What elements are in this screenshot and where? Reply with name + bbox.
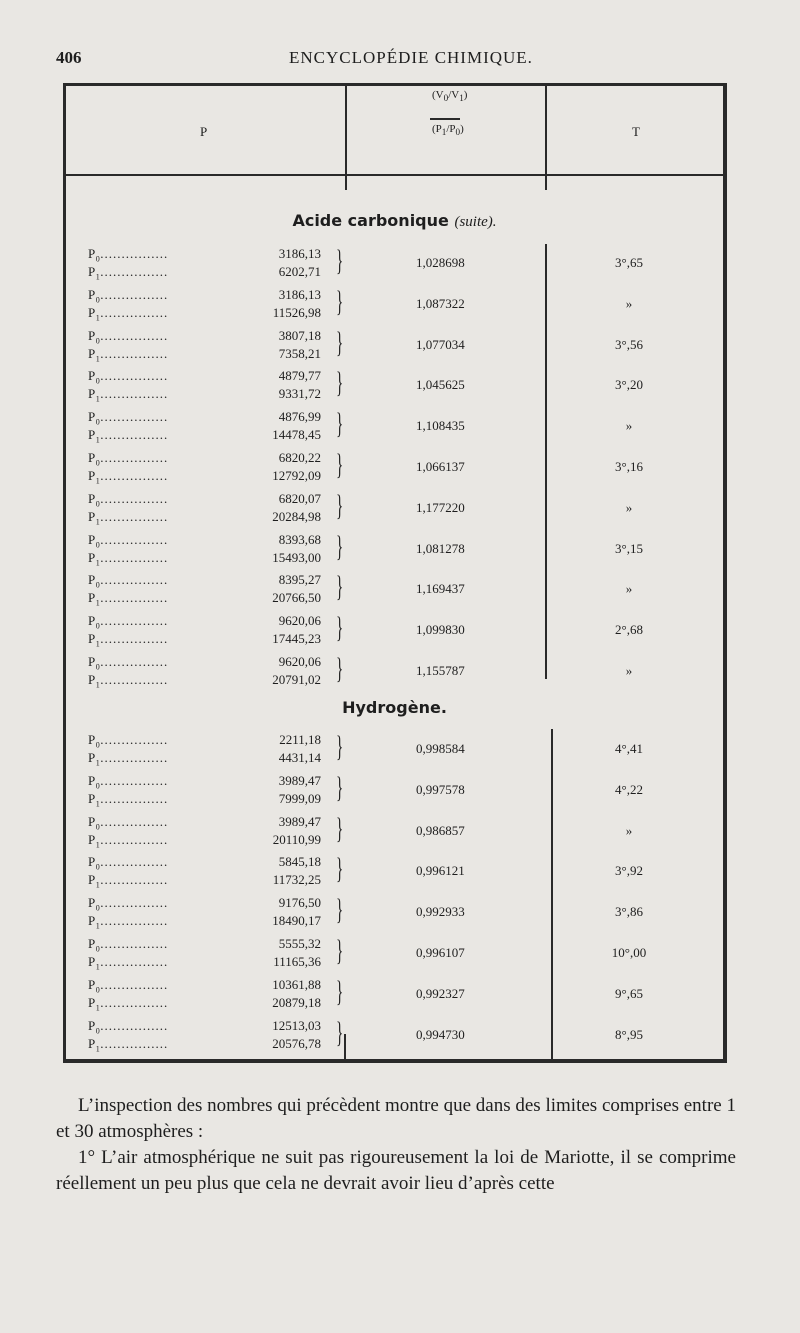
brace-icon: } [336, 730, 344, 763]
value-p1: 20791,02 [272, 672, 321, 687]
label-p0: $P_0$................ [88, 772, 169, 791]
label-p0: $P_0$................ [88, 327, 169, 346]
value-temperature: 3°,86 [615, 904, 643, 920]
value-temperature: 10°,00 [611, 945, 647, 960]
brace-icon: } [336, 284, 344, 318]
value-p0: 9620,06 [278, 654, 321, 669]
section-title-hydrogen [66, 698, 723, 717]
data-table [63, 83, 727, 1063]
table-row [66, 730, 730, 772]
page-header [56, 48, 736, 76]
label-p1: $P_1$................ [88, 345, 169, 364]
brace-icon: } [336, 770, 344, 804]
value-ratio: 1,066137 [416, 459, 465, 474]
value-ratio: 1,177220 [416, 499, 465, 515]
value-temperature: 3°,65 [615, 255, 643, 270]
value-p0: 6820,22 [278, 450, 321, 465]
label-p1: $P_1$................ [88, 954, 169, 972]
value-p1: 20766,50 [272, 590, 321, 606]
value-p1: 9331,72 [278, 386, 321, 402]
table-row [66, 975, 730, 1017]
table-row [66, 893, 730, 935]
brace-icon: } [336, 652, 344, 685]
value-p1: 11732,25 [272, 872, 321, 888]
value-ratio: 0,992933 [416, 904, 465, 920]
value-temperature: 3°,56 [615, 336, 643, 352]
value-p0: 8395,27 [278, 572, 321, 588]
value-p1: 17445,23 [272, 631, 321, 647]
label-p0: $P_0$................ [88, 1017, 169, 1036]
label-p0: $P_0$................ [88, 286, 169, 305]
value-p0: 10361,88 [272, 976, 321, 992]
value-p0: 3989,47 [278, 772, 321, 788]
table-row [66, 244, 730, 286]
label-p1: $P_1$................ [88, 508, 169, 527]
value-temperature: 4°,41 [615, 741, 643, 756]
label-p1: $P_1$................ [88, 549, 169, 568]
label-p0: $P_0$................ [88, 613, 169, 631]
value-ratio: 0,997578 [416, 781, 465, 797]
brace-icon: } [336, 570, 344, 604]
label-p0: $P_0$................ [88, 895, 169, 913]
brace-icon: } [336, 366, 344, 400]
page-number: 406 [56, 48, 82, 67]
label-p1: $P_1$................ [88, 1035, 169, 1054]
value-p1: 11526,98 [272, 304, 321, 320]
value-p0: 8393,68 [278, 531, 321, 547]
label-p1: $P_1$................ [88, 631, 169, 649]
value-ratio: 1,081278 [416, 540, 465, 556]
label-p0: $P_0$................ [88, 572, 169, 590]
label-p0: $P_0$................ [88, 936, 169, 954]
label-p0: $P_0$................ [88, 976, 169, 995]
value-p0: 6820,07 [278, 490, 321, 506]
value-ratio: 0,996121 [416, 863, 465, 879]
table-row [66, 1016, 730, 1058]
label-p1: $P_1$................ [88, 750, 169, 768]
value-ratio: 0,996107 [416, 945, 465, 960]
value-p0: 3807,18 [278, 327, 321, 343]
column-header-p: P [200, 124, 208, 139]
column-header-ratio: $(V_0/V_1)$ $(P_1/P_0)$ [432, 89, 468, 138]
value-temperature: » [625, 581, 633, 597]
header-rule [66, 174, 724, 176]
table-row [66, 326, 730, 368]
brace-icon: } [336, 811, 344, 845]
value-p1: 11165,36 [273, 954, 321, 969]
table-row [66, 285, 730, 327]
value-p1: 14478,45 [272, 427, 321, 443]
value-ratio: 0,994730 [416, 1026, 465, 1042]
label-p1: $P_1$................ [88, 831, 169, 850]
value-temperature: 3°,15 [615, 540, 643, 556]
label-p0: $P_0$................ [88, 813, 169, 832]
label-p0: $P_0$................ [88, 368, 169, 386]
value-p1: 20110,99 [272, 831, 321, 847]
section-title-text: Acide carbonique [292, 211, 449, 230]
value-p0: 5845,18 [278, 854, 321, 870]
value-ratio: 1,077034 [416, 336, 465, 352]
label-p1: $P_1$................ [88, 994, 169, 1013]
label-p1: $P_1$................ [88, 386, 169, 404]
value-temperature: 4°,22 [615, 781, 643, 797]
value-p1: 20576,78 [272, 1035, 321, 1051]
value-p1: 18490,17 [272, 913, 321, 929]
table-row [66, 530, 730, 572]
value-ratio: 1,108435 [416, 418, 465, 434]
value-p0: 5555,32 [278, 936, 321, 951]
value-p0: 4879,77 [278, 368, 321, 384]
value-p1: 15493,00 [272, 549, 321, 565]
value-p0: 3989,47 [278, 813, 321, 829]
value-temperature: » [625, 499, 633, 515]
value-p0: 3186,13 [278, 246, 321, 261]
label-p0: $P_0$................ [88, 246, 169, 264]
brace-icon: } [336, 244, 344, 277]
brace-icon: } [336, 934, 344, 967]
section-title-carbonic-acid [66, 211, 723, 231]
table-row [66, 611, 730, 653]
brace-icon: } [336, 893, 344, 927]
value-temperature: 3°,20 [615, 377, 643, 393]
brace-icon: } [336, 448, 344, 481]
value-p1: 20879,18 [272, 994, 321, 1010]
label-p1: $P_1$................ [88, 913, 169, 931]
label-p1: $P_1$................ [88, 672, 169, 690]
value-temperature: 3°,92 [615, 863, 643, 879]
brace-icon: } [336, 611, 344, 645]
value-ratio: 1,087322 [416, 295, 465, 311]
table-row [66, 407, 730, 449]
value-ratio: 0,992327 [416, 985, 465, 1001]
value-ratio: 1,099830 [416, 622, 465, 638]
value-ratio: 0,986857 [416, 822, 465, 838]
label-p1: $P_1$................ [88, 872, 169, 890]
value-temperature: » [625, 295, 633, 311]
value-ratio: 1,155787 [416, 663, 465, 678]
value-p1: 20284,98 [272, 508, 321, 524]
value-temperature: 9°,65 [615, 985, 643, 1001]
value-p1: 7358,21 [278, 345, 321, 361]
brace-icon: } [336, 488, 344, 522]
label-p0: $P_0$................ [88, 854, 169, 872]
brace-icon: } [336, 325, 344, 359]
value-p0: 4876,99 [278, 409, 321, 425]
value-temperature: 3°,16 [615, 459, 643, 474]
table-row [66, 812, 730, 854]
label-p0: $P_0$................ [88, 732, 169, 750]
label-p0: $P_0$................ [88, 409, 169, 427]
table-row [66, 489, 730, 531]
label-p1: $P_1$................ [88, 790, 169, 809]
column-header-t: T [632, 124, 640, 139]
label-p0: $P_0$................ [88, 531, 169, 550]
value-ratio: 1,028698 [416, 255, 465, 270]
running-title: ENCYCLOPÉDIE CHIMIQUE. [289, 48, 533, 67]
brace-icon: } [336, 1015, 344, 1049]
section-title-text: Hydrogène. [342, 698, 447, 717]
value-ratio: 1,169437 [416, 581, 465, 597]
value-temperature: 8°,95 [615, 1026, 643, 1042]
label-p0: $P_0$................ [88, 490, 169, 509]
table-row [66, 652, 730, 694]
value-p0: 3186,13 [278, 286, 321, 302]
label-p1: $P_1$................ [88, 468, 169, 486]
value-temperature: » [625, 418, 633, 434]
label-p1: $P_1$................ [88, 427, 169, 445]
value-p0: 9176,50 [278, 895, 321, 911]
table-row [66, 852, 730, 894]
value-p1: 6202,71 [278, 264, 321, 279]
table-row [66, 570, 730, 612]
value-temperature: » [625, 822, 633, 838]
label-p1: $P_1$................ [88, 264, 169, 282]
table-row [66, 448, 730, 490]
brace-icon: } [336, 852, 344, 886]
value-p0: 2211,18 [279, 732, 321, 747]
brace-icon: } [336, 529, 344, 563]
value-p1: 4431,14 [278, 750, 321, 765]
brace-icon: } [336, 407, 344, 441]
label-p1: $P_1$................ [88, 590, 169, 608]
section-title-note: (suite). [454, 214, 497, 230]
table-row [66, 366, 730, 408]
value-temperature: » [625, 663, 633, 678]
value-ratio: 1,045625 [416, 377, 465, 393]
paragraph-2: 1° L’air atmosphérique ne suit pas rigoureusement la loi de Mariotte, il se comprime réellement un peu plus que cela ne devrait avoir lieu d’après cette [56, 1147, 736, 1194]
label-p0: $P_0$................ [88, 654, 169, 672]
value-temperature: 2°,68 [615, 622, 643, 638]
value-p1: 12792,09 [272, 468, 321, 483]
brace-icon: } [336, 974, 344, 1008]
value-p1: 7999,09 [278, 790, 321, 806]
value-p0: 9620,06 [278, 613, 321, 629]
label-p0: $P_0$................ [88, 450, 169, 468]
paragraph-1: L’inspection des nombres qui précèdent montre que dans des limites comprises entre 1 et 30 atmosphères : [56, 1095, 736, 1142]
label-p1: $P_1$................ [88, 304, 169, 323]
value-ratio: 0,998584 [416, 741, 465, 756]
table-row [66, 934, 730, 976]
table-row [66, 771, 730, 813]
value-p0: 12513,03 [272, 1017, 321, 1033]
